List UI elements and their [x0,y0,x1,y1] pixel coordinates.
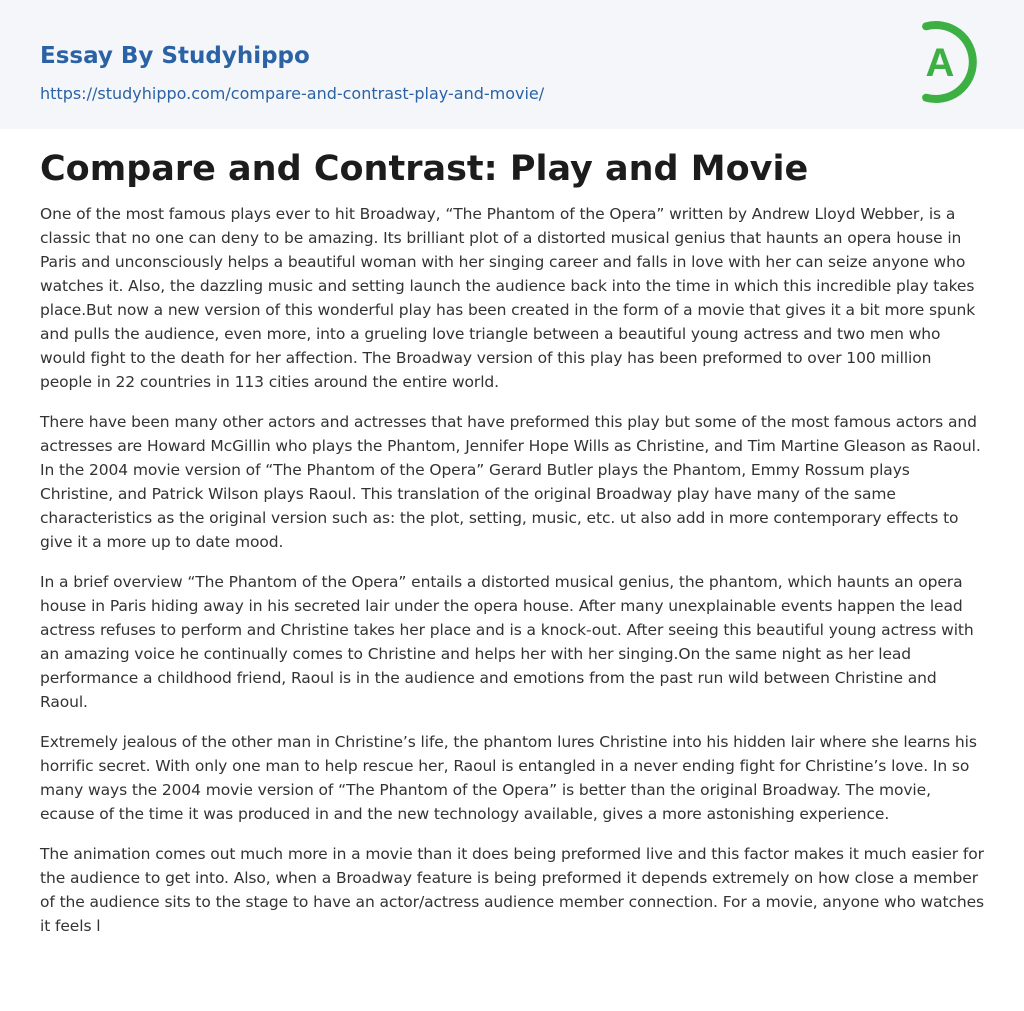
article-paragraph: The animation comes out much more in a movie than it does being preformed live and this factor makes it much easier for the audience to get into. Also, when a Broadway feature is being preformed it depends extremely on how close a member of the audience sits to the stage to have an actor/actress audience member connection. For a movie, anyone who watches it feels l [40,845,985,935]
article [0,129,1024,938]
logo-letter: A [925,41,955,85]
article-paragraph: One of the most famous plays ever to hit Broadway, “The Phantom of the Opera” written by Andrew Lloyd Webber, is a classic that no one can deny to be amazing. Its brilliant plot of a distorted musical genius that haunts an opera house in Paris and unconsciously helps a beautiful woman with her singing career and falls in love with her can seize anyone who watches it. Also, the dazzling music and setting launch the audience back into the time in which this incredible play takes place.But now a new version of this wonderful play has been created in the form of a movie that gives it a bit more spunk and pulls the audience, even more, into a grueling love triangle between a beautiful young actress and two men who would fight to the death for her affection. The Broadway version of this play has been preformed to over 100 million people in 22 countries in 113 cities around the entire world. [40,205,976,391]
article-paragraph: Extremely jealous of the other man in Christine’s life, the phantom lures Christine into his hidden lair where she learns his horrific secret. With only one man to help rescue her, Raoul is entangled in a never ending fight for Christine’s love. In so many ways the 2004 movie version of “The Phantom of the Opera” is better than the original Broadway. The movie, ecause of the time it was produced in and the new technology available, gives a more astonishing experience. [40,733,977,823]
site-header [0,0,1024,129]
article-paragraph: There have been many other actors and actresses that have preformed this play but some of the most famous actors and actresses are Howard McGillin who plays the Phantom, Jennifer Hope Wills as Christine, and Tim Martine Gleason as Raoul. In the 2004 movie version of “The Phantom of the Opera” Gerard Butler plays the Phantom, Emmy Rossum plays Christine, and Patrick Wilson plays Raoul. This translation of the original Broadway play have many of the same characteristics as the original version such as: the plot, setting, music, etc. ut also add in more contemporary effects to give it a more up to date mood. [40,413,981,551]
studyhippo-logo-icon[interactable] [912,19,988,105]
article-paragraph: In a brief overview “The Phantom of the Opera” entails a distorted musical genius, the phantom, which haunts an opera house in Paris hiding away in his secreted lair under the opera house. After many unexplainable events happen the lead actress refuses to perform and Christine takes her place and is a knock-out. After seeing this beautiful young actress with an amazing voice he continually comes to Christine and helps her with her singing.On the same night as her lead performance a childhood friend, Raoul is in the audience and emotions from the past run wild between Christine and Raoul. [40,573,974,711]
article-title: Compare and Contrast: Play and Movie [40,149,809,189]
site-brand[interactable]: Essay By Studyhippo [40,43,310,69]
page-url-link[interactable]: https://studyhippo.com/compare-and-contrast-play-and-movie/ [40,84,545,103]
